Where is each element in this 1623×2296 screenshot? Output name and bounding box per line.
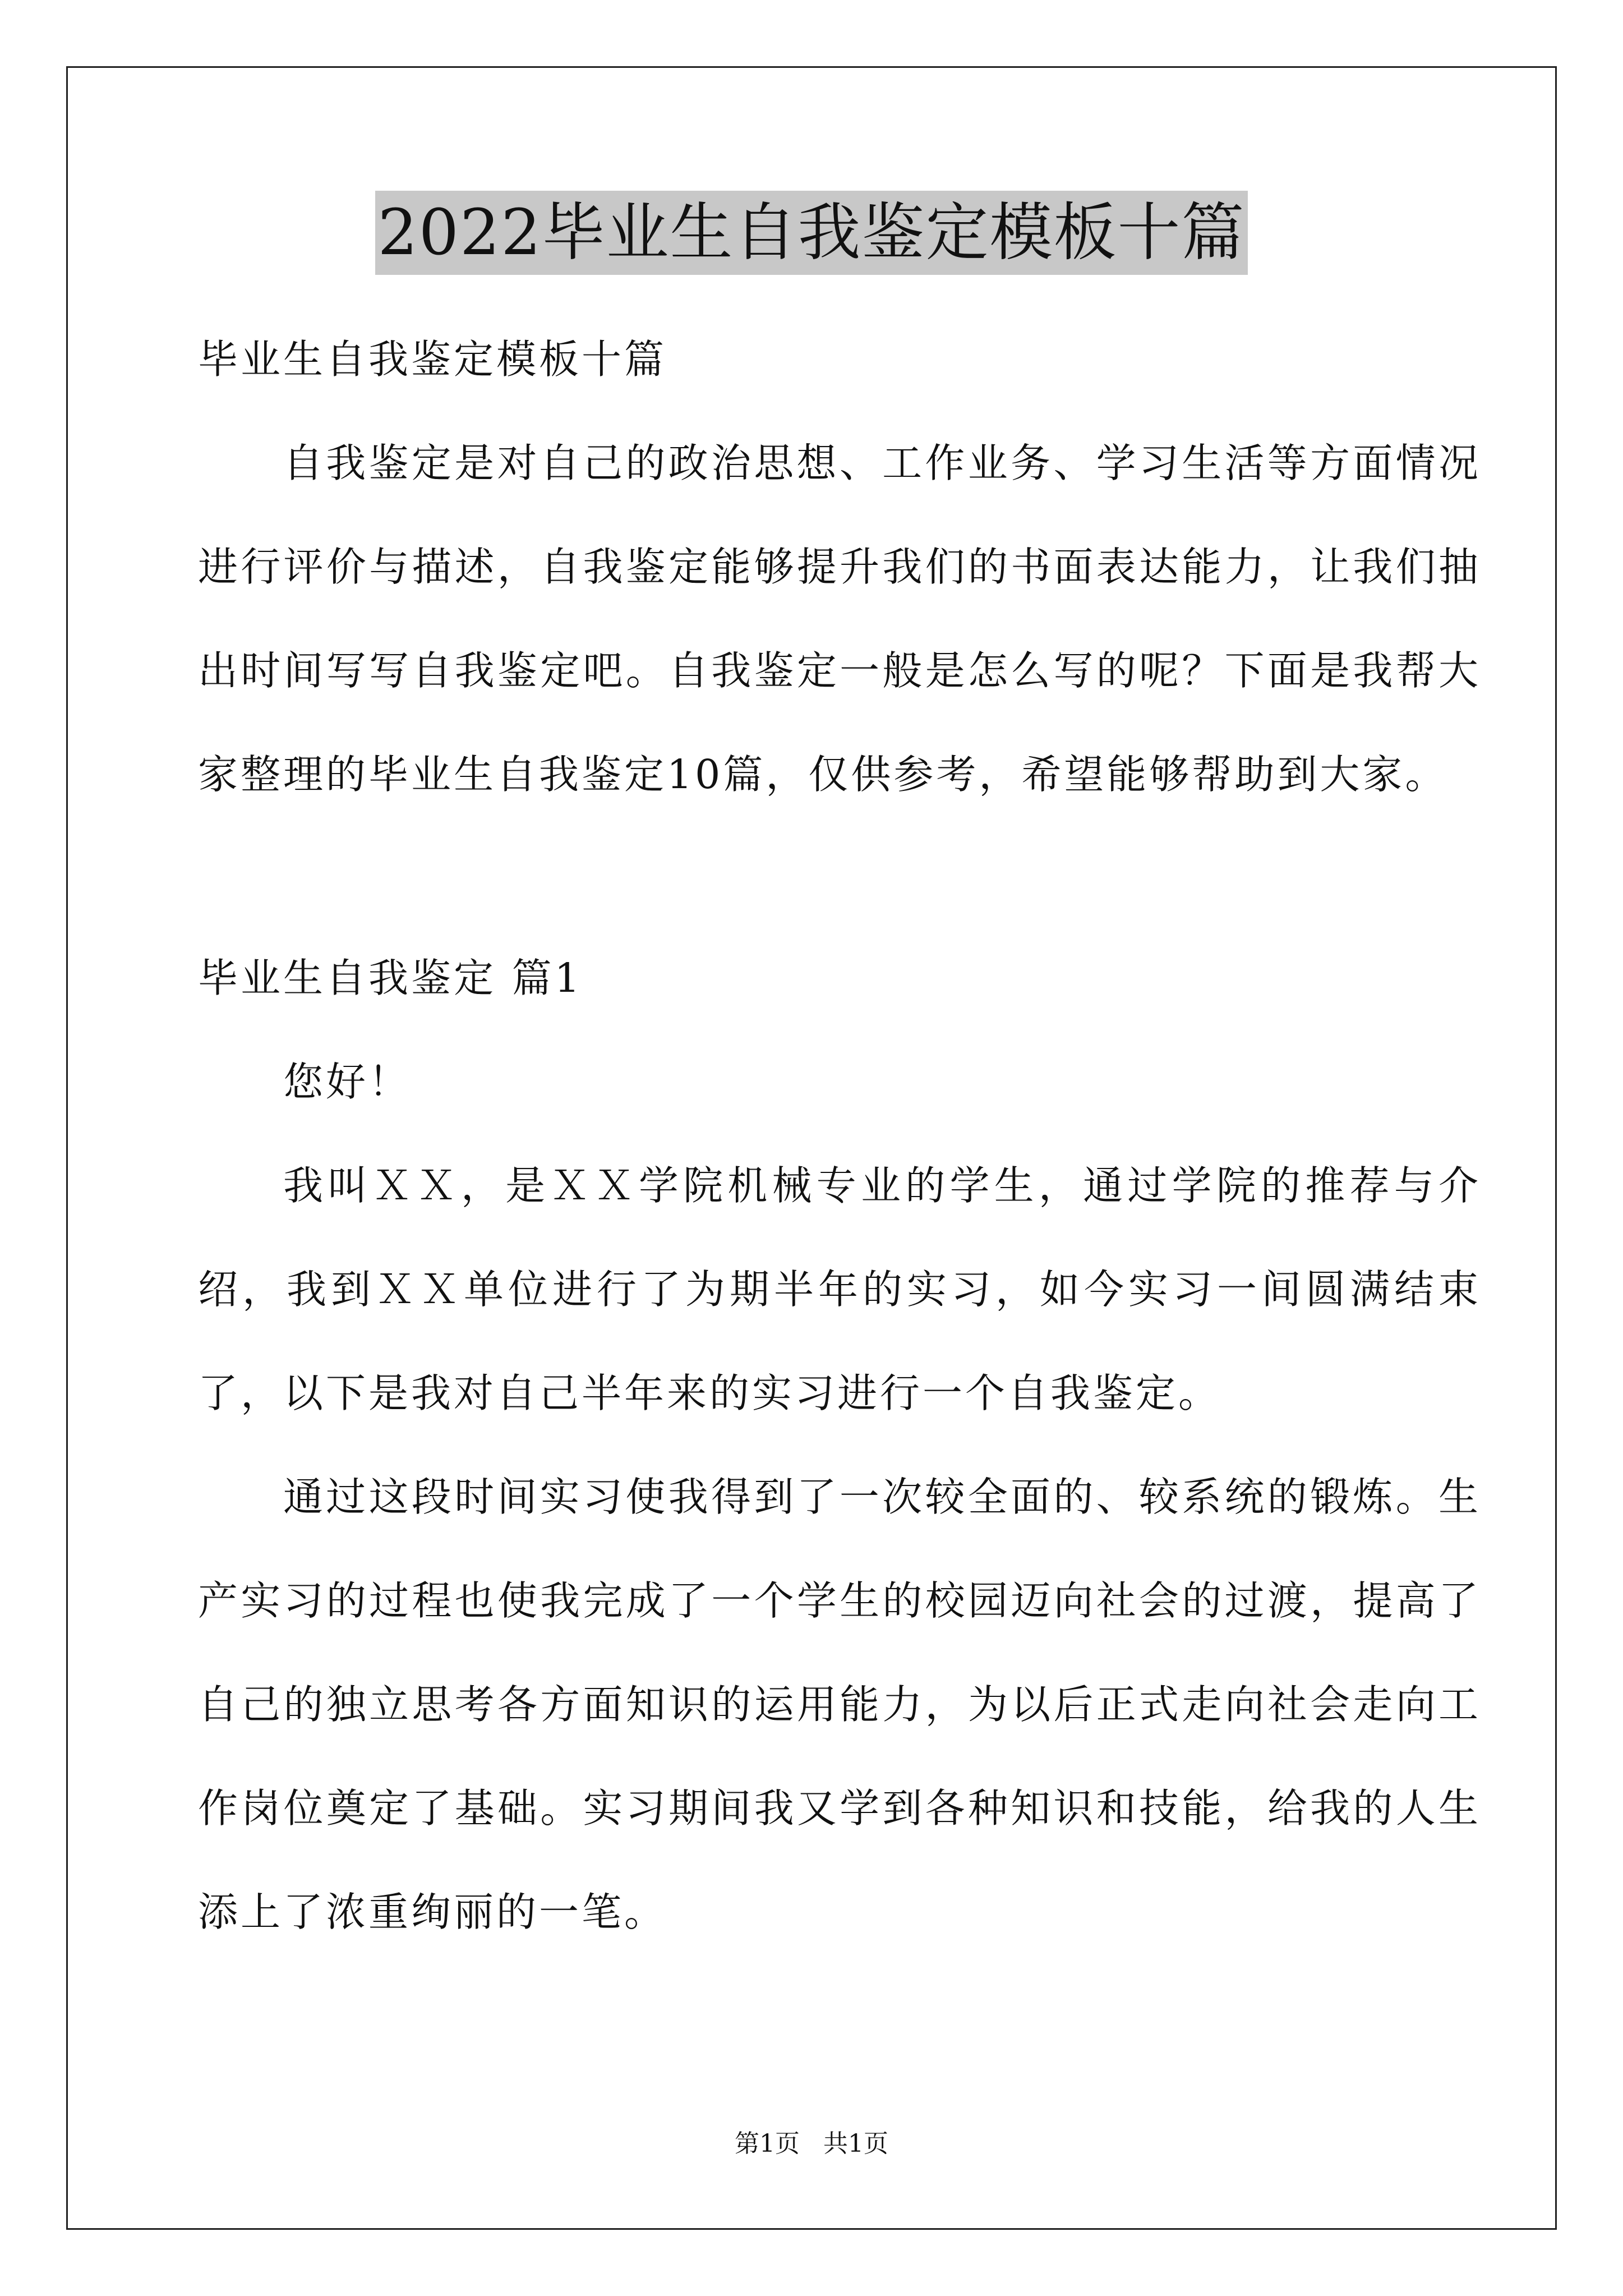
- section-heading: 毕业生自我鉴定 篇1: [198, 955, 583, 1001]
- body-paragraph: 我叫ＸＸ，是ＸＸ学院机械专业的学生，通过学院的推荐与介绍，我到ＸＸ单位进行了为期半年的实习，如今实习一间圆满结束了，以下是我对自己半年来的实习进行一个自我鉴定。: [198, 1162, 1481, 1416]
- page-footer: 第1页 共1页: [735, 2129, 888, 2158]
- document-subtitle: 毕业生自我鉴定模板十篇: [198, 336, 667, 383]
- document-title: 2022毕业生自我鉴定模板十篇: [375, 191, 1247, 275]
- body-paragraph: 通过这段时间实习使我得到了一次较全面的、较系统的锻炼。生产实习的过程也使我完成了一个学生的校园迈向社会的过渡，提高了自己的独立思考各方面知识的运用能力，为以后正式走向社会走向工作岗位奠定了基础。实习期间我又学到各种知识和技能，给我的人生添上了浓重绚丽的一笔。: [198, 1474, 1481, 1935]
- section-spacer: [198, 826, 1481, 926]
- intro-paragraph: 自我鉴定是对自己的政治思想、工作业务、学习生活等方面情况进行评价与描述，自我鉴定能够提升我们的书面表达能力，让我们抽出时间写写自我鉴定吧。自我鉴定一般是怎么写的呢？下面是我帮大家整理的毕业生自我鉴定10篇，仅供参考，希望能够帮助到大家。: [198, 440, 1481, 798]
- title-container: [0, 191, 1623, 275]
- greeting: 您好！: [283, 1059, 412, 1105]
- document-body: [198, 307, 1481, 1964]
